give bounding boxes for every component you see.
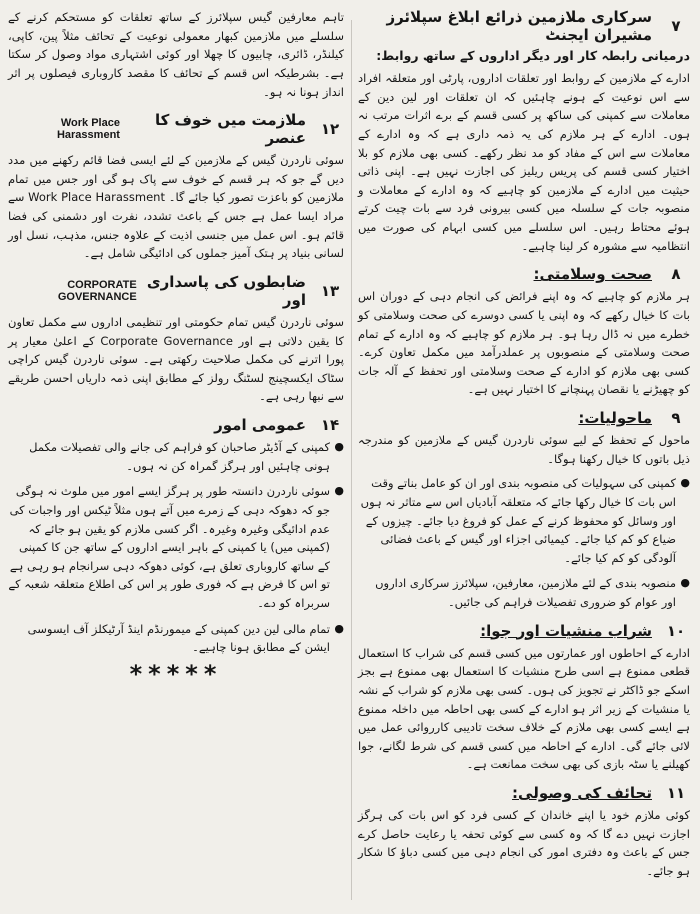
section-8-heading <box>358 265 690 283</box>
section-title: شراب منشیات اور جوا: <box>480 621 652 640</box>
list-item: ● کمپنی کی سہولیات کی منصوبہ بندی اور ان کو عامل بناتے وقت اس بات کا خیال رکھا جائے کہ متعلقہ آبادیاں اس سے متاثر نہ ہوں اور وسائل کو محفوظ کرنے کے عمل کو فروغ دیا جائے۔ چیزوں کے ضیاع کو کم کیا جائے۔ کیمیائی اجزاء اور گیس کے باعث فضائی آلودگی کو کم کیا جائے۔ <box>358 474 690 567</box>
section-body: ادارے کے احاطوں اور عمارتوں میں کسی قسم کی شراب کا استعمال قطعی ممنوع ہے اسی طرح منشیات کا استعمال بھی ممنوع ہے بجز اسکے جو ڈاکٹر نے تجویز کی ہوں۔ کسی بھی ملازم کو شراب کے نشہ یا منشیات کے زیر اثر ہو ادارے کے کسی بھی احاطہ میں داخلہ ممنوع ہے ایسے کسی بھی ملازم کے خلاف سخت تادیبی کارروائی عمل میں لائی جائے گی۔ ادارے کے احاطہ میں کسی قسم کی شرط لگانے، جوا کھیلنے یا سٹہ بازی کی بھی سخت ممانعت ہے۔ <box>357 645 690 772</box>
section-intro: ماحول کے تحفظ کے لیے سوئی ناردرن گیس کے ملازمین کو مندرجہ ذیل باتوں کا خیال رکھنا ہوگا۔ <box>358 433 690 466</box>
column-divider <box>351 20 352 900</box>
section-title: ماحولیات: <box>578 409 652 427</box>
section-14-heading <box>8 416 344 434</box>
section-title: سرکاری ملازمین ذرائع ابلاغ سپلائرز مشیران ایجنٹ <box>386 8 652 44</box>
list-item: ● سوئی ناردرن دانستہ طور پر ہرگز ایسے امور میں ملوث نہ ہوگی جو کہ دھوکہ دہی کے زمرے میں آتے ہوں مثلاً ٹیکس اور واجبات کی عدم ادائیگی وغیرہ وغیرہ۔ اگر کسی ملازم کو یقین ہو جائے کہ (کمپنی میں) یا کمپنی کے باہر ایسے اداروں کے ساتھ جن کا کمپنی کے ساتھ کاروباری تعلق ہے، کوئی دھوکہ دہی سرانجام ہو رہی ہے تو اس کا فرض ہے کہ فوری طور پر اس کی اطلاع متعلقہ شعبہ کے سربراہ کو دے۔ <box>8 482 344 612</box>
section-body: سوئی ناردرن گیس تمام حکومتی اور تنظیمی اداروں سے مکمل تعاون کا یقین دلاتی ہے اور Corporate Governance کے اعلیٰ معیار پر پورا اترنے کی مکمل صلاحیت رکھتی ہے۔ سوئی ناردرن گیس کراچی سٹاک ایکسچینج لسٹنگ رولز کے مطابق اپنی ذمہ داریاں احسن طریقے سے نبھا رہی ہے۔ <box>8 314 344 404</box>
section-11-continuation: تاہم معارفین گیس سپلائرز کے ساتھ تعلقات کو مستحکم کرنے کے سلسلے میں ملازمین کبھار معمولی نوعیت کے تحائف مثلاً پین، کاپی، کیلنڈر، ڈائری، چابیوں کا چھلا اور کوئی اشتہاری مواد وصول کر سکتا ہے۔ بشرطیکہ اس قسم کے تحائف کا مقصد کاروباری فیصلوں پر اثر انداز ہونا نہ ہو۔ <box>8 10 344 99</box>
section-10 <box>358 622 690 774</box>
section-number: ۱۱ <box>666 784 686 802</box>
section-title-english: CORPORATE GOVERNANCE <box>57 278 137 303</box>
section-body: سوئی ناردرن گیس کے ملازمین کے لئے ایسی فضا قائم رکھنے میں مدد دیں گے جو کہ ہر قسم کے خوف سے پاک ہو گی اور جس میں تمام ملازمین کو باعزت تصور کیا جائے گا۔ Work Place Harassment سے مراد ایسا عمل ہے جس کے باعث تشدد، نفرت اور دشمنی کی فضا قائم ہو۔ اس عمل میں جنسی اذیت کے علاوہ جنس، مذہب، نسل اور لسانی بنیاد پر ہتک آمیز جملوں کی ادائیگی شامل ہے۔ <box>8 153 345 261</box>
section-7 <box>358 8 690 255</box>
section-number: ۱۰ <box>666 621 686 640</box>
section-7-heading <box>358 8 690 44</box>
section-title-english: Work Place Harassment <box>56 117 120 142</box>
section-14 <box>8 416 344 657</box>
bullet-list <box>8 438 344 657</box>
section-body: ہر ملازم کو چاہیے کہ وہ اپنے فرائض کی انجام دہی کے دوران اس بات کا خیال رکھے کہ وہ اپنی یا کسی دوسرے کی صحت وسلامتی کو خطرے میں نہ ڈال رہا ہو۔ ہر ملازم کو چاہیے کہ وہ ادارے کے تمام صحت وسلامتی کے منصوبوں پر عملدرآمد میں مکمل تعاون کرے۔ کسی بھی ملازم کو ادارے کے صحت وسلامتی اور تحفظ کے آلہ جات کو چھیڑنے یا نقصان پہنچانے کا اختیار نہیں ہے۔ <box>358 289 690 397</box>
section-13 <box>8 273 344 406</box>
section-body: کوئی ملازم خود یا اپنے خاندان کے کسی فرد کو اس بات کی ہرگز اجازت نہیں دے گا کہ وہ کسی سے کوئی تحفہ یا رعایت حاصل کرے جس کے باعث وہ دفتری امور کی انجام دہی میں کسی دباؤ کا شکار ہو جائے۔ <box>358 808 690 878</box>
section-8 <box>358 265 690 399</box>
section-11 <box>358 784 690 881</box>
section-10-heading <box>358 622 690 640</box>
section-title: عمومی امور <box>214 416 306 434</box>
section-number: ۱۳ <box>320 281 340 300</box>
section-12-heading <box>8 111 344 147</box>
section-body: ادارے کے ملازمین کے روابط اور تعلقات اداروں، پارٹی اور متعلقہ افراد سے اس نوعیت کے ہونے چاہئیں کہ ان تعلقات اور لین دین کے معاملات سے کمپنی کی ساکھ پر کسی قسم کے برے اثرات مرتب نہ ہوں۔ ادارے کے ہر ملازم کی یہ ذمہ داری ہے کہ وہ ادارے کے معاملات سے اس کے مفاد کو مد نظر رکھے۔ کسی بھی ملازم کو بلا اختیار کسی قسم کی پریس ریلیز کی اجازت نہیں ہے۔ اپنی ذاتی حیثیت میں ادارے کے ملازمین کو چاہیے کہ وہ ادارے کے معاملات و منصوبہ جات کے سلسلہ میں کسی بیرونی فرد سے بات چیت کرتے ہوئے محتاط رہیں۔ اس سلسلے میں کسی ابہام کی صورت میں انتظامیہ سے مشورہ کر لینا چاہیے۔ <box>358 71 690 253</box>
section-13-heading <box>8 273 344 309</box>
section-subtitle: درمیانی رابطہ کار اور دیگر اداروں کے ساتھ روابط: <box>376 48 690 63</box>
bullet-list <box>358 474 690 611</box>
list-item: ● تمام مالی لین دین کمپنی کے میمورنڈم اینڈ آرٹیکلز آف ایسوسی ایشن کے مطابق ہونا چاہیے۔ <box>8 620 344 657</box>
section-12 <box>8 111 344 263</box>
section-number: ۹ <box>671 409 681 427</box>
right-column <box>358 8 690 906</box>
section-title: صحت وسلامتی: <box>533 265 652 284</box>
section-number: ۸ <box>671 265 681 284</box>
end-of-section-mark: ***** <box>129 660 223 688</box>
section-title: ملازمت میں خوف کا عنصر <box>154 111 306 148</box>
section-title: تحائف کی وصولی: <box>512 784 652 802</box>
section-9 <box>358 409 690 612</box>
section-number: ۱۴ <box>320 416 340 434</box>
list-item: ● منصوبہ بندی کے لئے ملازمین، معارفین، سپلائرز سرکاری اداروں اور عوام کو ضروری تفصیلات فراہم کی جائیں۔ <box>358 574 690 611</box>
section-number: ۱۲ <box>320 120 340 139</box>
left-column <box>8 8 344 906</box>
section-9-heading <box>358 409 690 427</box>
list-item: ● کمپنی کے آڈیٹر صاحبان کو فراہم کی جانے والی تفصیلات مکمل ہونی چاہئیں اور ہرگز گمراہ کن نہ ہوں۔ <box>8 438 344 475</box>
section-11-heading <box>358 784 690 802</box>
section-number: ۷ <box>671 17 681 35</box>
section-title: ضابطوں کی پاسداری اور <box>146 272 306 309</box>
